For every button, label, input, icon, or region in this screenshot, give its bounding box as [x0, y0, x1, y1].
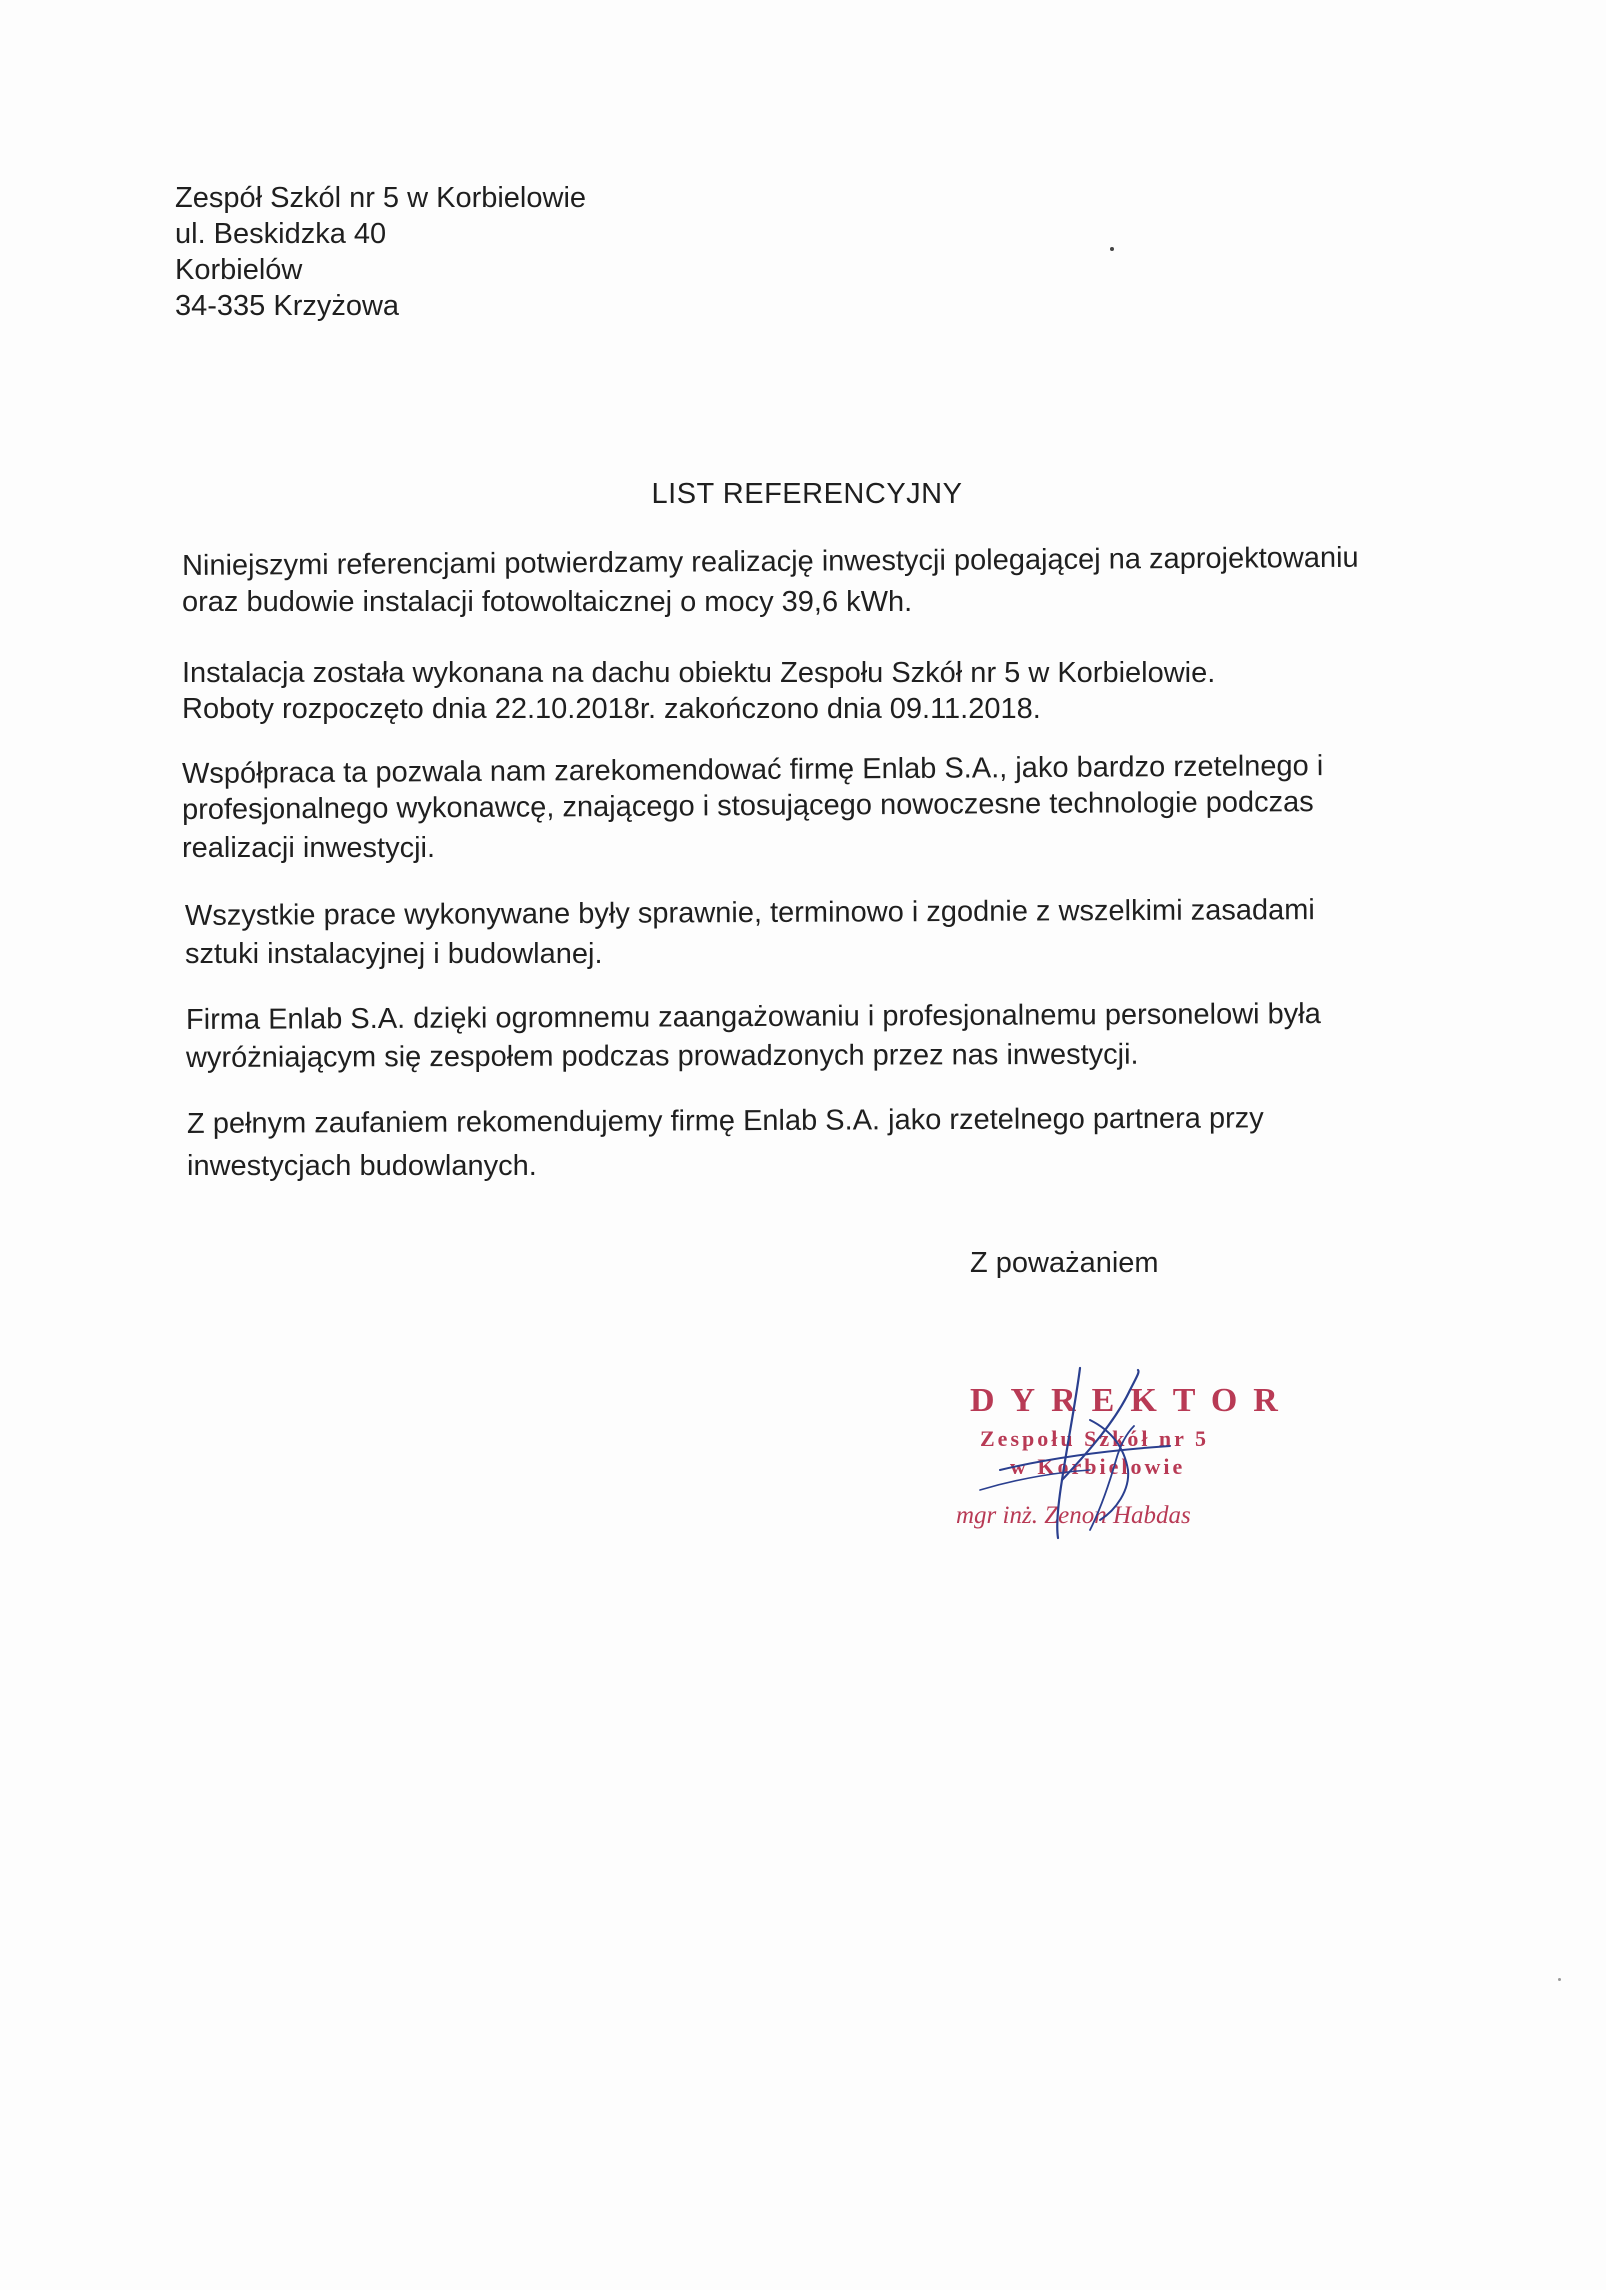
director-stamp — [940, 1360, 1294, 1550]
paragraph-3-line-1: Współpraca ta pozwala nam zarekomendować firmę Enlab S.A., jako bardzo rzetelnego i — [181, 750, 1324, 790]
address-line-4: 34-335 Krzyżowa — [175, 290, 400, 322]
paragraph-5-line-1: Firma Enlab S.A. dzięki ogromnemu zaangażowaniu i profesjonalnemu personelowi była — [185, 998, 1321, 1036]
stamp-organization: Zespołu Szkół nr 5 — [980, 1426, 1210, 1451]
letter-title-text: LIST REFERENCYJNY — [651, 478, 963, 510]
stamp-place: w Korbielowie — [1010, 1454, 1186, 1479]
paragraph-6-line-1: Z pełnym zaufaniem rekomendujemy firmę Enlab S.A. jako rzetelnego partnera przy — [186, 1102, 1264, 1140]
paragraph-4-line-1: Wszystkie prace wykonywane były sprawnie, terminowo i zgodnie z wszelkimi zasadami — [184, 894, 1315, 932]
letter-title — [0, 478, 1606, 511]
paragraph-2-line-2: Roboty rozpoczęto dnia 22.10.2018r. zakończono dnia 09.11.2018. — [182, 693, 1041, 725]
paragraph-1-line-2: oraz budowie instalacji fotowoltaicznej o mocy 39,6 kWh. — [182, 586, 913, 618]
address-line-1: Zespół Szkól nr 5 w Korbielowie — [175, 182, 587, 214]
address-line-3: Korbielów — [175, 254, 303, 286]
address-line-2: ul. Beskidzka 40 — [175, 218, 387, 250]
paragraph-1-line-1: Niniejszymi referencjami potwierdzamy realizację inwestycji polegającej na zaprojektowaniu — [181, 541, 1359, 582]
paragraph-6-line-2: inwestycjach budowlanych. — [187, 1150, 537, 1182]
paragraph-5-line-2: wyróżniającym się zespołem podczas prowadzonych przez nas inwestycji. — [185, 1038, 1139, 1074]
handwritten-signature — [940, 1360, 1280, 1550]
stamp-signatory-name: mgr inż. Zenon Habdas — [956, 1502, 1191, 1529]
stamp-title: DYREKTOR — [970, 1382, 1294, 1419]
paragraph-3-line-2: profesjonalnego wykonawcę, znającego i stosującego nowoczesne technologie podczas — [181, 786, 1314, 826]
scan-speck-2 — [1558, 1978, 1561, 1981]
scan-speck — [1110, 247, 1114, 251]
paragraph-3-line-3: realizacji inwestycji. — [182, 832, 436, 864]
paragraph-2-line-1: Instalacja została wykonana na dachu obiektu Zespołu Szkół nr 5 w Korbielowie. — [182, 657, 1216, 689]
paragraph-4-line-2: sztuki instalacyjnej i budowlanej. — [185, 938, 603, 970]
closing-text: Z poważaniem — [970, 1247, 1159, 1279]
